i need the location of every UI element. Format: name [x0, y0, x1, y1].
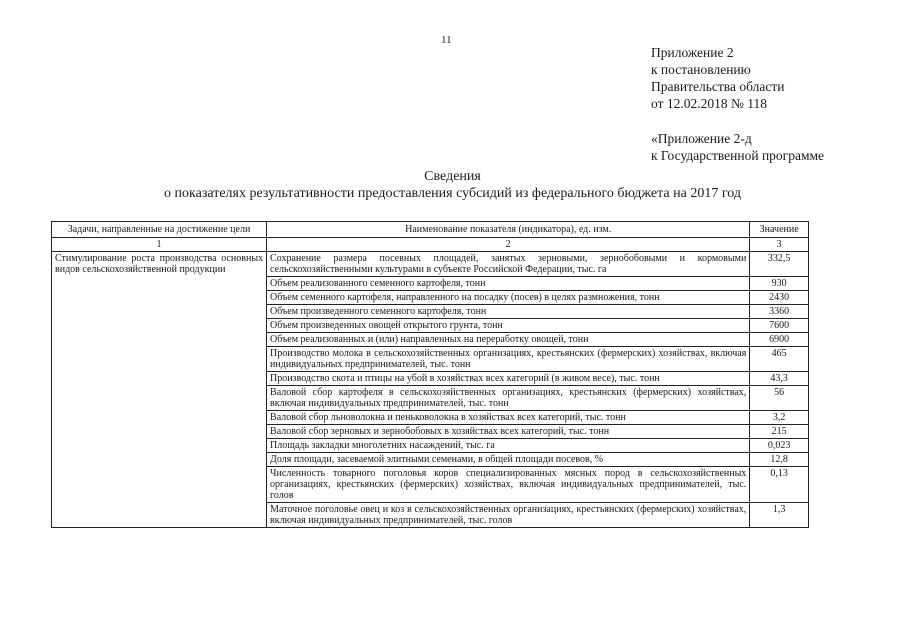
indicator-cell: Объем произведенного семенного картофеля, тонн: [267, 305, 750, 319]
indicator-cell: Объем произведенных овощей открытого грунта, тонн: [267, 319, 750, 333]
page-number: 11: [441, 34, 452, 46]
document-subtitle: о показателях результативности предоставления субсидий из федерального бюджета на 2017 год: [164, 186, 741, 201]
value-cell: 43,3: [750, 372, 809, 386]
value-cell: 0,13: [750, 467, 809, 503]
indicator-cell: Численность товарного поголовья коров специализированных мясных пород в сельскохозяйственных организациях, крестьянских (фермерских) хозяйствах, включая индивидуальных предпринимателей, тыс. голов: [267, 467, 750, 503]
value-cell: 930: [750, 277, 809, 291]
appendix-line: Правительства области: [651, 79, 785, 94]
indicator-cell: Маточное поголовье овец и коз в сельскохозяйственных организациях, крестьянских (фермерских) хозяйствах, включая индивидуальных предпринимателей, тыс. голов: [267, 503, 750, 528]
indicator-cell: Производство молока в сельскохозяйственных организациях, крестьянских (фермерских) хозяйствах, включая индивидуальных предпринимателей, тыс. тонн: [267, 347, 750, 372]
value-cell: 12,8: [750, 453, 809, 467]
column-number-row: [52, 238, 809, 252]
value-cell: 56: [750, 386, 809, 411]
column-number: 1: [52, 238, 267, 252]
table-header-row: [52, 222, 809, 238]
appendix-line: «Приложение 2-д: [651, 131, 752, 146]
value-cell: 2430: [750, 291, 809, 305]
column-header-indicator: Наименование показателя (индикатора), ед. изм.: [267, 222, 750, 238]
column-header-value: Значение: [750, 222, 809, 238]
value-cell: 215: [750, 425, 809, 439]
column-number: 3: [750, 238, 809, 252]
value-cell: 6900: [750, 333, 809, 347]
appendix-line: Приложение 2: [651, 45, 734, 60]
indicator-cell: Валовой сбор льноволокна и пеньковолокна в хозяйствах всех категорий, тыс. тонн: [267, 411, 750, 425]
task-cell: Стимулирование роста производства основных видов сельскохозяйственной продукции: [52, 252, 267, 528]
indicator-cell: Объем семенного картофеля, направленного на посадку (посев) в целях размножения, тонн: [267, 291, 750, 305]
appendix-header: [651, 44, 824, 164]
column-number: 2: [267, 238, 750, 252]
value-cell: 3360: [750, 305, 809, 319]
column-header-tasks: Задачи, направленные на достижение цели: [52, 222, 267, 238]
value-cell: 7600: [750, 319, 809, 333]
value-cell: 332,5: [750, 252, 809, 277]
indicator-cell: Производство скота и птицы на убой в хозяйствах всех категорий (в живом весе), тыс. тонн: [267, 372, 750, 386]
indicator-cell: Доля площади, засеваемой элитными семенами, в общей площади посевов, %: [267, 453, 750, 467]
appendix-line: к постановлению: [651, 62, 751, 77]
indicator-cell: Валовой сбор зерновых и зернобобовых в хозяйствах всех категорий, тыс. тонн: [267, 425, 750, 439]
indicator-cell: Валовой сбор картофеля в сельскохозяйственных организациях, крестьянских (фермерских) хозяйствах, включая индивидуальных предпринимателей, тыс. тонн: [267, 386, 750, 411]
indicator-cell: Сохранение размера посевных площадей, занятых зерновыми, зернобобовыми и кормовыми сельскохозяйственными культурами в субъекте Российской Федерации, тыс. га: [267, 252, 750, 277]
appendix-line: к Государственной программе: [651, 148, 825, 163]
indicator-cell: Объем реализованного семенного картофеля, тонн: [267, 277, 750, 291]
indicator-cell: Площадь закладки многолетних насаждений, тыс. га: [267, 439, 750, 453]
value-cell: 465: [750, 347, 809, 372]
value-cell: 1,3: [750, 503, 809, 528]
appendix-line: от 12.02.2018 № 118: [651, 96, 767, 111]
value-cell: 0,023: [750, 439, 809, 453]
table-row: [52, 252, 809, 277]
value-cell: 3,2: [750, 411, 809, 425]
indicator-cell: Объем реализованных и (или) направленных на переработку овощей, тонн: [267, 333, 750, 347]
document-title: Сведения: [424, 169, 481, 184]
indicators-table: [51, 221, 809, 528]
